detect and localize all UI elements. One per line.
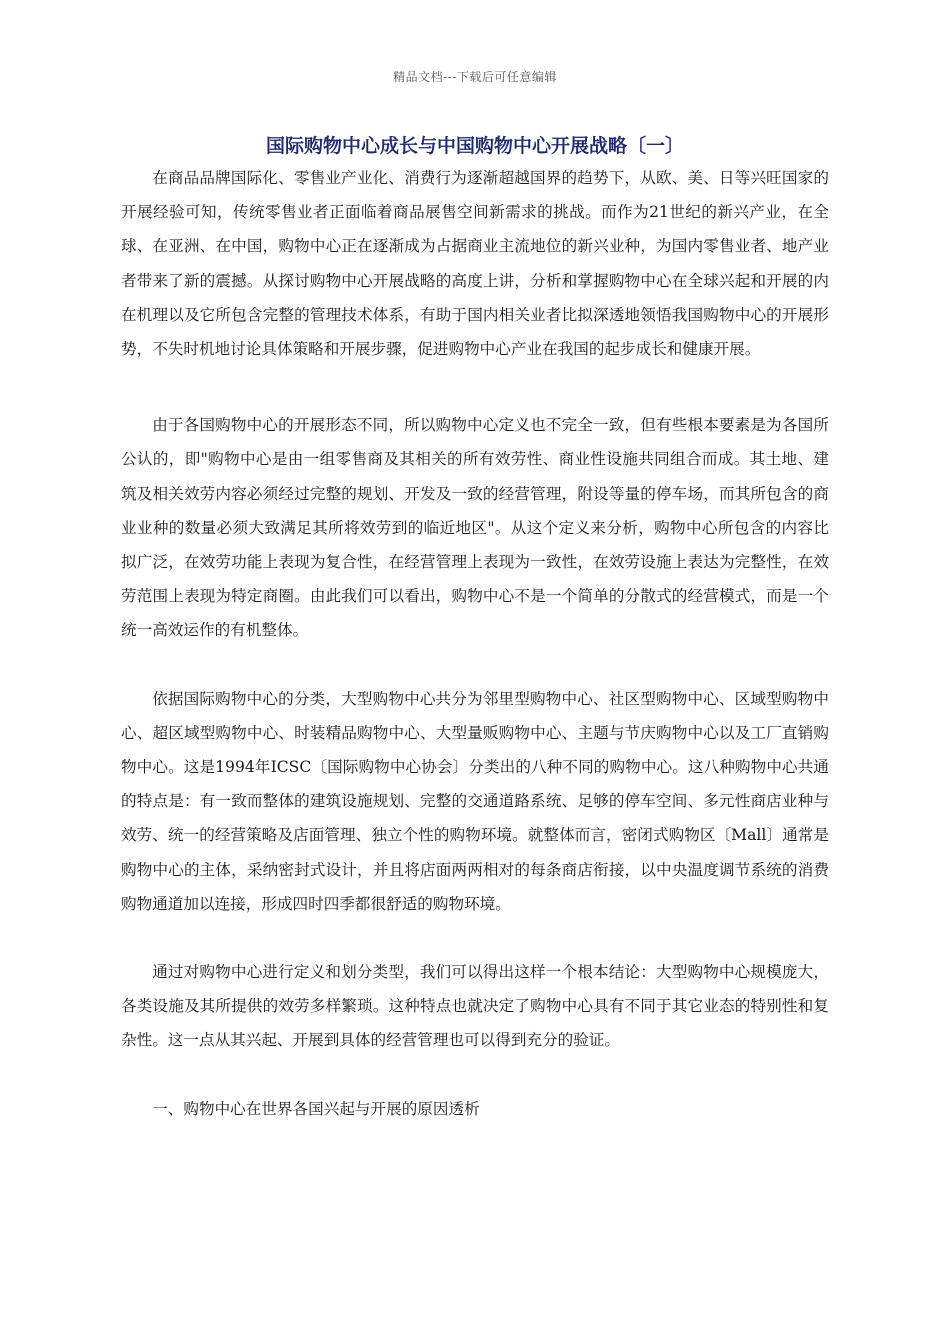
paragraph-spacer	[121, 648, 829, 682]
document-body	[121, 161, 829, 1126]
paragraph-1: 在商品品牌国际化、零售业产业化、消费行为逐渐超越国界的趋势下，从欧、美、日等兴旺国家的开展经验可知，传统零售业者正面临着商品展售空间新需求的挑战。而作为21世纪的新兴产业，在全球、在亚洲、在中国，购物中心正在逐渐成为占据商业主流地位的新兴业种，为国内零售业者、地产业者带来了新的震撼。从探讨购物中心开展战略的高度上讲，分析和掌握购物中心在全球兴起和开展的内在机理以及它所包含完整的管理技术体系，有助于国内相关业者比拟深透地领悟我国购物中心的开展形势，不失时机地讨论具体策略和开展步骤，促进购物中心产业在我国的起步成长和健康开展。	[121, 169, 829, 359]
paragraph-spacer	[121, 921, 829, 955]
section-heading: 一、购物中心在世界各国兴起与开展的原因透析	[152, 1099, 480, 1118]
paragraph-4: 通过对购物中心进行定义和划分类型，我们可以得出这样一个根本结论：大型购物中心规模庞大，各类设施及其所提供的效劳多样繁琐。这种特点也就决定了购物中心具有不同于其它业态的特别性和复杂性。这一点从其兴起、开展到具体的经营管理也可以得到充分的验证。	[121, 963, 829, 1050]
paragraph-3: 依据国际购物中心的分类，大型购物中心共分为邻里型购物中心、社区型购物中心、区域型购物中心、超区域型购物中心、时装精品购物中心、大型量贩购物中心、主题与节庆购物中心以及工厂直销购物中心。这是1994年ICSC〔国际购物中心协会〕分类出的八种不同的购物中心。这八种购物中心共通的特点是：有一致而整体的建筑设施规划、完整的交通道路系统、足够的停车空间、多元性商店业种与效劳、统一的经营策略及店面管理、独立个性的购物环境。就整体而言，密闭式购物区〔Mall〕通常是购物中心的主体，采纳密封式设计，并且将店面两两相对的每条商店衔接，以中央温度调节系统的消费购物通道加以连接，形成四时四季都很舒适的购物环境。	[121, 689, 829, 913]
paragraph-spacer	[121, 366, 829, 408]
paragraph-spacer	[121, 1058, 829, 1092]
paragraph-2: 由于各国购物中心的开展形态不同，所以购物中心定义也不完全一致，但有些根本要素是为各国所公认的，即"购物中心是由一组零售商及其相关的所有效劳性、商业性设施共同组合而成。其土地、建筑及相关效劳内容必须经过完整的规划、开发及一致的经营管理，附设等量的停车场，而其所包含的商业业种的数量必须大致满足其所将效劳到的临近地区"。从这个定义来分析，购物中心所包含的内容比拟广泛，在效劳功能上表现为复合性，在经营管理上表现为一致性，在效劳设施上表达为完整性，在效劳范围上表现为特定商圈。由此我们可以看出，购物中心不是一个简单的分散式的经营模式，而是一个统一高效运作的有机整体。	[121, 416, 829, 640]
header-note: 精品文档---下载后可任意编辑	[393, 70, 557, 84]
document-title: 国际购物中心成长与中国购物中心开展战略〔一〕	[265, 135, 684, 157]
